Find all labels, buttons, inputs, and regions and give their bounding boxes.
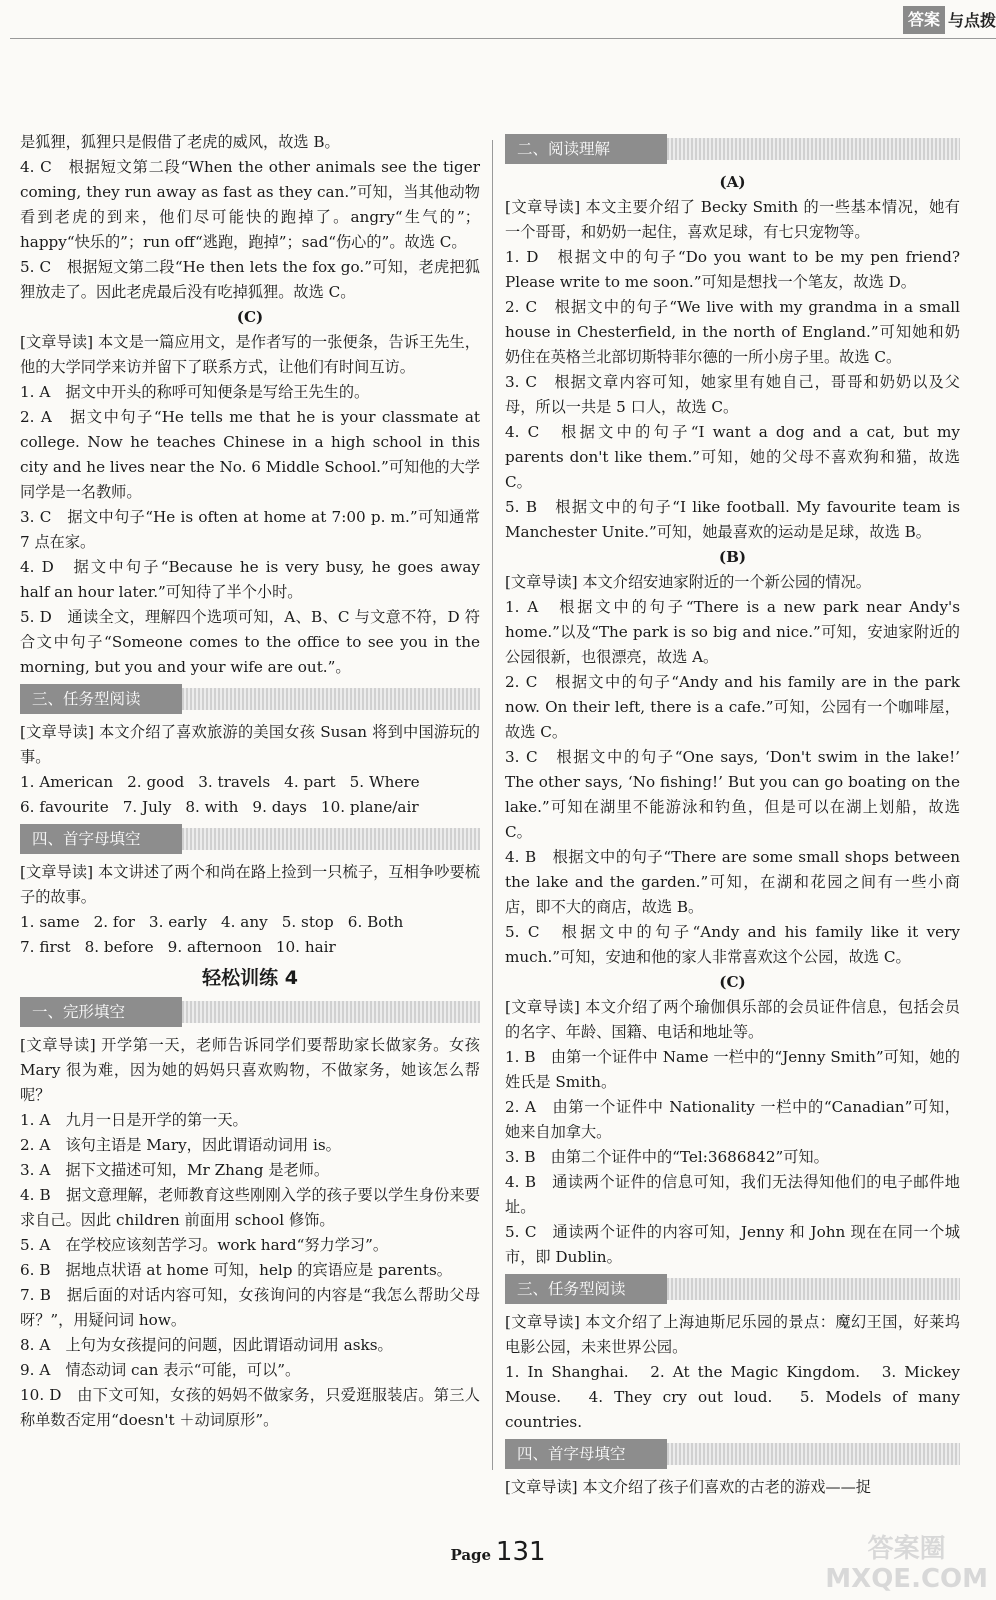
watermark-logo xyxy=(825,1534,988,1594)
answer-paragraph: 1. A 根据文中的句子“There is a new park near Andy's home.”以及“The park is so big and nice.”可知，安迪家附近的公园很新，也很漂亮，故选 A。 xyxy=(505,598,960,666)
header-tag-box: 答案 xyxy=(903,6,945,34)
answer-paragraph: 2. A 由第一个证件中 Nationality 一栏中的“Canadian”可知，她来自加拿大。 xyxy=(505,1098,960,1141)
article-guide: [文章导读] 本文主要介绍了 Becky Smith 的一些基本情况，她有一个哥哥，和奶奶一起住，喜欢足球，有七只宠物等。 xyxy=(505,198,960,241)
section-decor-bar xyxy=(182,1001,480,1023)
answer-item: 3. travels xyxy=(198,773,271,791)
answer-item: 8. before xyxy=(84,938,154,956)
answer-paragraph: 3. B 由第二个证件中的“Tel:3686842”可知。 xyxy=(505,1148,829,1166)
answer-item: 6. favourite xyxy=(20,798,109,816)
answer-paragraph: 1. In Shanghai. 2. At the Magic Kingdom. 3. Mickey Mouse. 4. They cry out loud. 5. Models of many countries. xyxy=(505,1363,960,1431)
subsection-title-a: (A) xyxy=(719,173,746,191)
answer-item: 2. for xyxy=(93,913,135,931)
section-decor-bar xyxy=(667,1443,960,1465)
answer-paragraph: 1. B 由第一个证件中 Name 一栏中的“Jenny Smith”可知，她的姓氏是 Smith。 xyxy=(505,1048,960,1091)
answer-paragraph: 4. C 根据短文第二段“When the other animals see the tiger coming, they run away as fast as they can.”可知，当其他动物看到老虎的到来，他们尽可能快的跑掉了。angry“生气的”；happy“快乐的”；run off“逃跑，跑掉”；sad“伤心的”。故选 C。 xyxy=(20,158,480,251)
page-number-value: 131 xyxy=(495,1537,546,1567)
article-guide: [文章导读] 本文讲述了两个和尚在路上捡到一只梳子，互相争吵要梳子的故事。 xyxy=(20,863,480,906)
answer-paragraph: 3. C 根据文中的句子“One says, ‘Don't swim in the lake!’ The other says, ‘No fishing!’ But you can go boating on the lake.”可知在湖里不能游泳和钓鱼，但是可以在湖上划船，故选 C。 xyxy=(505,748,960,841)
answer-row xyxy=(20,770,480,795)
answer-paragraph: 4. C 根据文中的句子“I want a dog and a cat, but my parents don't like them.”可知，她的父母不喜欢狗和猫，故选 C。 xyxy=(505,423,960,491)
section-header-reading xyxy=(505,134,960,164)
answer-paragraph: 是狐狸，狐狸只是假借了老虎的威风，故选 B。 xyxy=(20,133,340,151)
answer-item: 10. hair xyxy=(275,938,336,956)
section-header-cloze xyxy=(20,997,480,1027)
answer-paragraph: 10. D 由下文可知，女孩的妈妈不做家务，只爱逛服装店。第三人称单数否定用“doesn't ＋动词原形”。 xyxy=(20,1386,480,1429)
answer-paragraph: 5. C 根据短文第二段“He then lets the fox go.”可知，老虎把狐狸放走了。因此老虎最后没有吃掉狐狸。故选 C。 xyxy=(20,258,480,301)
answer-paragraph: 4. B 据文意理解，老师教育这些刚刚入学的孩子要以学生身份来要求自己。因此 children 前面用 school 修饰。 xyxy=(20,1186,480,1229)
answer-paragraph: 2. A 该句主语是 Mary，因此谓语动词用 is。 xyxy=(20,1136,341,1154)
answer-paragraph: 2. C 根据文中的句子“We live with my grandma in a small house in Chesterfield, in the north of England.”可知她和奶奶住在英格兰北部切斯特菲尔德的一所小房子里。故选 C。 xyxy=(505,298,960,366)
section-label: 四、首字母填空 xyxy=(20,824,182,854)
answer-item: 5. Where xyxy=(349,773,420,791)
section-header-task-reading xyxy=(20,684,480,714)
answer-item: 7. first xyxy=(20,938,71,956)
article-guide: [文章导读] 本文介绍了喜欢旅游的美国女孩 Susan 将到中国游玩的事。 xyxy=(20,723,480,766)
left-column xyxy=(20,130,480,1433)
answer-paragraph: 1. A 据文中开头的称呼可知便条是写给王先生的。 xyxy=(20,383,370,401)
subsection-title-c: (C) xyxy=(719,973,746,991)
section-decor-bar xyxy=(667,138,960,160)
answer-paragraph: 3. C 根据文章内容可知，她家里有她自己，哥哥和奶奶以及父母，所以一共是 5 口人，故选 C。 xyxy=(505,373,960,416)
answer-paragraph: 3. A 据下文描述可知，Mr Zhang 是老师。 xyxy=(20,1161,330,1179)
answer-paragraph: 2. A 据文中句子“He tells me that he is your classmate at college. Now he teaches Chinese in a high school in this city and he lives near the No. 6 Middle School.”可知他的大学同学是一名教师。 xyxy=(20,408,480,501)
answer-item: 9. days xyxy=(252,798,307,816)
header-tag xyxy=(903,6,996,34)
subsection-title-c: (C) xyxy=(236,308,264,326)
answer-paragraph: 1. D 根据文中的句子“Do you want to be my pen friend? Please write to me soon.”可知是想找一个笔友，故选 D。 xyxy=(505,248,960,291)
answer-item: 4. any xyxy=(220,913,268,931)
page-label: Page xyxy=(450,1546,492,1564)
section-header-initial-letter xyxy=(505,1439,960,1469)
answer-paragraph: 4. D 据文中句子“Because he is very busy, he goes away half an hour later.”可知待了半个小时。 xyxy=(20,558,480,601)
answer-item: 1. American xyxy=(20,773,114,791)
answer-paragraph: 5. A 在学校应该刻苦学习。work hard“努力学习”。 xyxy=(20,1236,389,1254)
answer-item: 4. part xyxy=(284,773,336,791)
answer-paragraph: 2. C 根据文中的句子“Andy and his family are in the park now. On their left, there is a cafe.”可知，公园有一个咖啡屋，故选 C。 xyxy=(505,673,960,741)
answer-item: 3. early xyxy=(148,913,207,931)
lesson-title: 轻松训练 4 xyxy=(202,967,298,989)
article-guide: [文章导读] 本文介绍了上海迪斯尼乐园的景点：魔幻王国，好莱坞电影公园，未来世界公园。 xyxy=(505,1313,960,1356)
answer-row xyxy=(20,795,480,820)
answer-paragraph: 8. A 上句为女孩提问的问题，因此谓语动词用 asks。 xyxy=(20,1336,393,1354)
answer-item: 10. plane/air xyxy=(320,798,419,816)
section-header-initial-letter xyxy=(20,824,480,854)
answer-paragraph: 7. B 据后面的对话内容可知，女孩询问的内容是“我怎么帮助父母呀？”，用疑问词 how。 xyxy=(20,1286,480,1329)
section-decor-bar xyxy=(667,1278,960,1300)
answer-paragraph: 5. C 根据文中的句子“Andy and his family like it very much.”可知，安迪和他的家人非常喜欢这个公园，故选 C。 xyxy=(505,923,960,966)
section-decor-bar xyxy=(182,828,480,850)
answer-paragraph: 3. C 据文中句子“He is often at home at 7:00 p. m.”可知通常 7 点在家。 xyxy=(20,508,480,551)
article-guide: [文章导读] 开学第一天，老师告诉同学们要帮助家长做家务。女孩 Mary 很为难，因为她的妈妈只喜欢购物，不做家务，她该怎么帮呢？ xyxy=(20,1036,480,1104)
section-label: 三、任务型阅读 xyxy=(20,684,182,714)
answer-item: 2. good xyxy=(127,773,185,791)
section-label: 一、完形填空 xyxy=(20,997,182,1027)
answer-item: 9. afternoon xyxy=(167,938,262,956)
answer-row xyxy=(20,910,480,935)
section-label: 三、任务型阅读 xyxy=(505,1274,667,1304)
article-guide: [文章导读] 本文介绍安迪家附近的一个新公园的情况。 xyxy=(505,573,871,591)
header-rule xyxy=(10,38,996,39)
answer-item: 8. with xyxy=(185,798,239,816)
section-header-task-reading xyxy=(505,1274,960,1304)
answer-item: 6. Both xyxy=(347,913,404,931)
section-decor-bar xyxy=(182,688,480,710)
answer-item: 5. stop xyxy=(281,913,334,931)
answer-paragraph: 5. C 通读两个证件的内容可知，Jenny 和 John 现在在同一个城市，即 Dublin。 xyxy=(505,1223,960,1266)
answer-paragraph: 4. B 通读两个证件的信息可知，我们无法得知他们的电子邮件地址。 xyxy=(505,1173,960,1216)
article-guide: [文章导读] 本文介绍了两个瑜伽俱乐部的会员证件信息，包括会员的名字、年龄、国籍、电话和地址等。 xyxy=(505,998,960,1041)
answer-item: 1. same xyxy=(20,913,80,931)
article-guide: [文章导读] 本文介绍了孩子们喜欢的古老的游戏——捉 xyxy=(505,1478,871,1496)
watermark-line2: MXQE.COM xyxy=(825,1564,988,1594)
subsection-title-b: (B) xyxy=(718,548,747,566)
answer-paragraph: 5. D 通读全文，理解四个选项可知，A、B、C 与文意不符，D 符合文中句子“Someone comes to the office to see you in the morning, but you and your wife are out.”。 xyxy=(20,608,480,676)
answer-item: 7. July xyxy=(122,798,172,816)
answer-paragraph: 6. B 据地点状语 at home 可知，help 的宾语应是 parents。 xyxy=(20,1261,452,1279)
section-label: 四、首字母填空 xyxy=(505,1439,667,1469)
answer-paragraph: 9. A 情态动词 can 表示“可能，可以”。 xyxy=(20,1361,301,1379)
section-label: 二、阅读理解 xyxy=(505,134,667,164)
column-divider xyxy=(492,140,493,1470)
watermark-line1: 答案圈 xyxy=(867,1534,946,1564)
answer-paragraph: 4. B 根据文中的句子“There are some small shops between the lake and the garden.”可知，在湖和花园之间有一些小商店，即不大的商店，故选 B。 xyxy=(505,848,960,916)
answer-paragraph: 5. B 根据文中的句子“I like football. My favourite team is Manchester Unite.”可知，她最喜欢的运动是足球，故选 B。 xyxy=(505,498,960,541)
answer-row xyxy=(20,935,480,960)
article-guide: [文章导读] 本文是一篇应用文，是作者写的一张便条，告诉王先生，他的大学同学来访并留下了联系方式，让他们有时间互访。 xyxy=(20,333,480,376)
answer-paragraph: 1. A 九月一日是开学的第一天。 xyxy=(20,1111,248,1129)
header-tag-rest: 与点拨 xyxy=(947,10,996,30)
right-column xyxy=(505,130,960,1500)
